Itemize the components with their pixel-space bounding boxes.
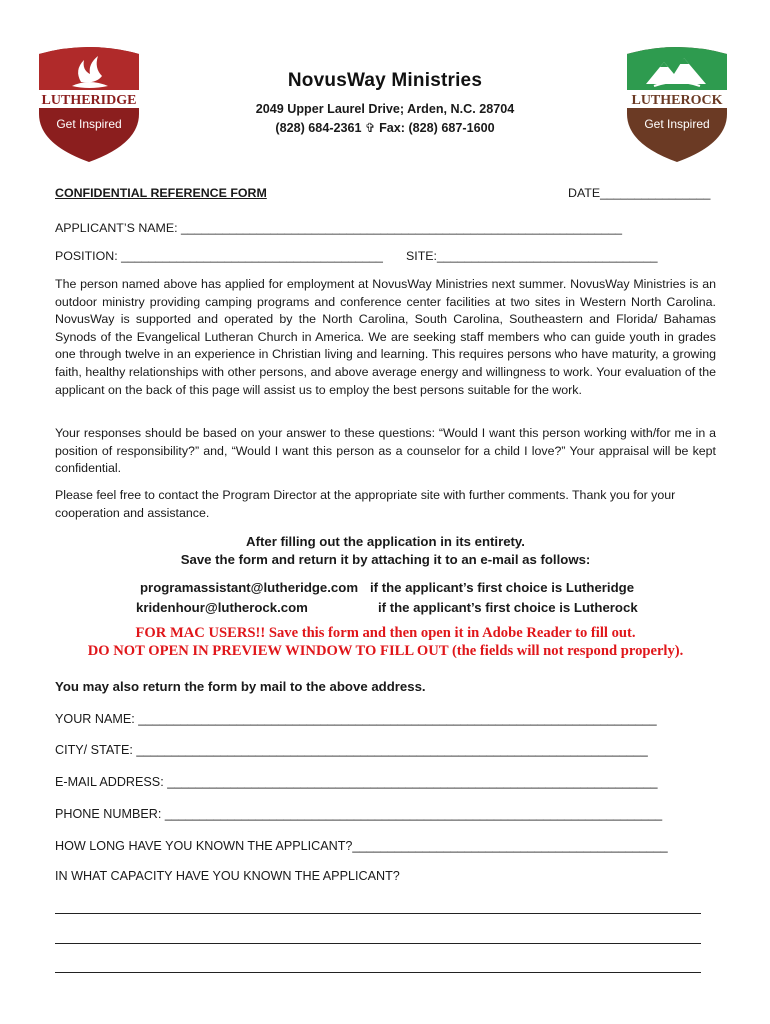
lutherock-email[interactable]: kridenhour@lutherock.com: [136, 600, 308, 615]
lutheridge-logo-tagline: Get Inspired: [56, 117, 122, 131]
instruction-line-1: After filling out the application in its entirety.: [246, 534, 525, 549]
organization-phone-fax: (828) 684-2361 ✞ Fax: (828) 687-1600: [275, 121, 495, 135]
capacity-answer-line-3[interactable]: [55, 972, 701, 973]
lutheridge-logo-name: LUTHERIDGE: [41, 93, 137, 108]
applicant-name-field[interactable]: APPLICANT’S NAME: ________________________________________________________________: [55, 221, 623, 235]
lutheridge-email-note: if the applicant’s first choice is Lutheridge: [370, 580, 635, 595]
form-title: CONFIDENTIAL REFERENCE FORM: [55, 186, 267, 200]
questions-paragraph: Your responses should be based on your answer to these questions: “Would I want this person working with/for me in a position of responsibility?” and, “Would I want this person as a counselor for a child I love?” Your appraisal will be kept confidential.: [55, 426, 716, 476]
lutheridge-email[interactable]: programassistant@lutheridge.com: [140, 580, 359, 595]
organization-name: NovusWay Ministries: [287, 70, 483, 91]
known-how-long-field[interactable]: HOW LONG HAVE YOU KNOWN THE APPLICANT?_____________________________________________: [55, 839, 668, 853]
capacity-answer-line-1[interactable]: [55, 913, 701, 914]
lutherock-logo-name: LUTHEROCK: [631, 93, 723, 108]
organization-address: 2049 Upper Laurel Drive; Arden, N.C. 28704: [255, 102, 515, 116]
capacity-answer-line-2[interactable]: [55, 943, 701, 944]
mac-warning-line-2: DO NOT OPEN IN PREVIEW WINDOW TO FILL OUT (the fields will not respond properly).: [87, 643, 684, 659]
phone-number-field[interactable]: PHONE NUMBER: _______________________________________________________________________: [55, 807, 663, 821]
date-field[interactable]: DATE________________: [568, 186, 711, 200]
site-field[interactable]: SITE:________________________________: [406, 249, 658, 263]
lutherock-logo-tagline: Get Inspired: [644, 117, 710, 131]
capacity-question: IN WHAT CAPACITY HAVE YOU KNOWN THE APPLICANT?: [55, 869, 400, 883]
intro-paragraph: The person named above has applied for employment at NovusWay Ministries next summer. NovusWay Ministries is an outdoor ministry providing camping programs and conference center facilities at two sites in Western North Carolina. NovusWay is supported and operated by the North Carolina, South Carolina, Southeastern and Florida/ Bahamas Synods of the Evangelical Lutheran Church in America. We are seeking staff members who can guide youth in grades one through twelve in an experience in Christian living and learning. This requires persons who have maturity, a growing faith, healthy relationships with other persons, and above average energy and willingness to work. Your evaluation of the applicant on the back of this page will assist us to employ the best persons suitable for the work.: [55, 277, 716, 397]
lutheridge-logo: [36, 44, 142, 162]
mac-warning-line-1: FOR MAC USERS!! Save this form and then open it in Adobe Reader to fill out.: [135, 625, 636, 641]
letterhead: [160, 70, 610, 135]
email-address-field[interactable]: E-MAIL ADDRESS: ______________________________________________________________________: [55, 775, 658, 789]
contact-paragraph: Please feel free to contact the Program Director at the appropriate site with further comments. Thank you for your cooperation and assistance.: [55, 488, 676, 520]
lutherock-logo: [624, 44, 730, 162]
lutherock-email-note: if the applicant’s first choice is Lutherock: [378, 600, 638, 615]
mail-return-note: You may also return the form by mail to the above address.: [55, 679, 426, 694]
your-name-field[interactable]: YOUR NAME: __________________________________________________________________________: [55, 712, 657, 726]
position-field[interactable]: POSITION: ______________________________________: [55, 249, 383, 263]
city-state-field[interactable]: CITY/ STATE: _________________________________________________________________________: [55, 743, 648, 757]
instruction-line-2: Save the form and return it by attaching it to an e-mail as follows:: [180, 552, 591, 567]
